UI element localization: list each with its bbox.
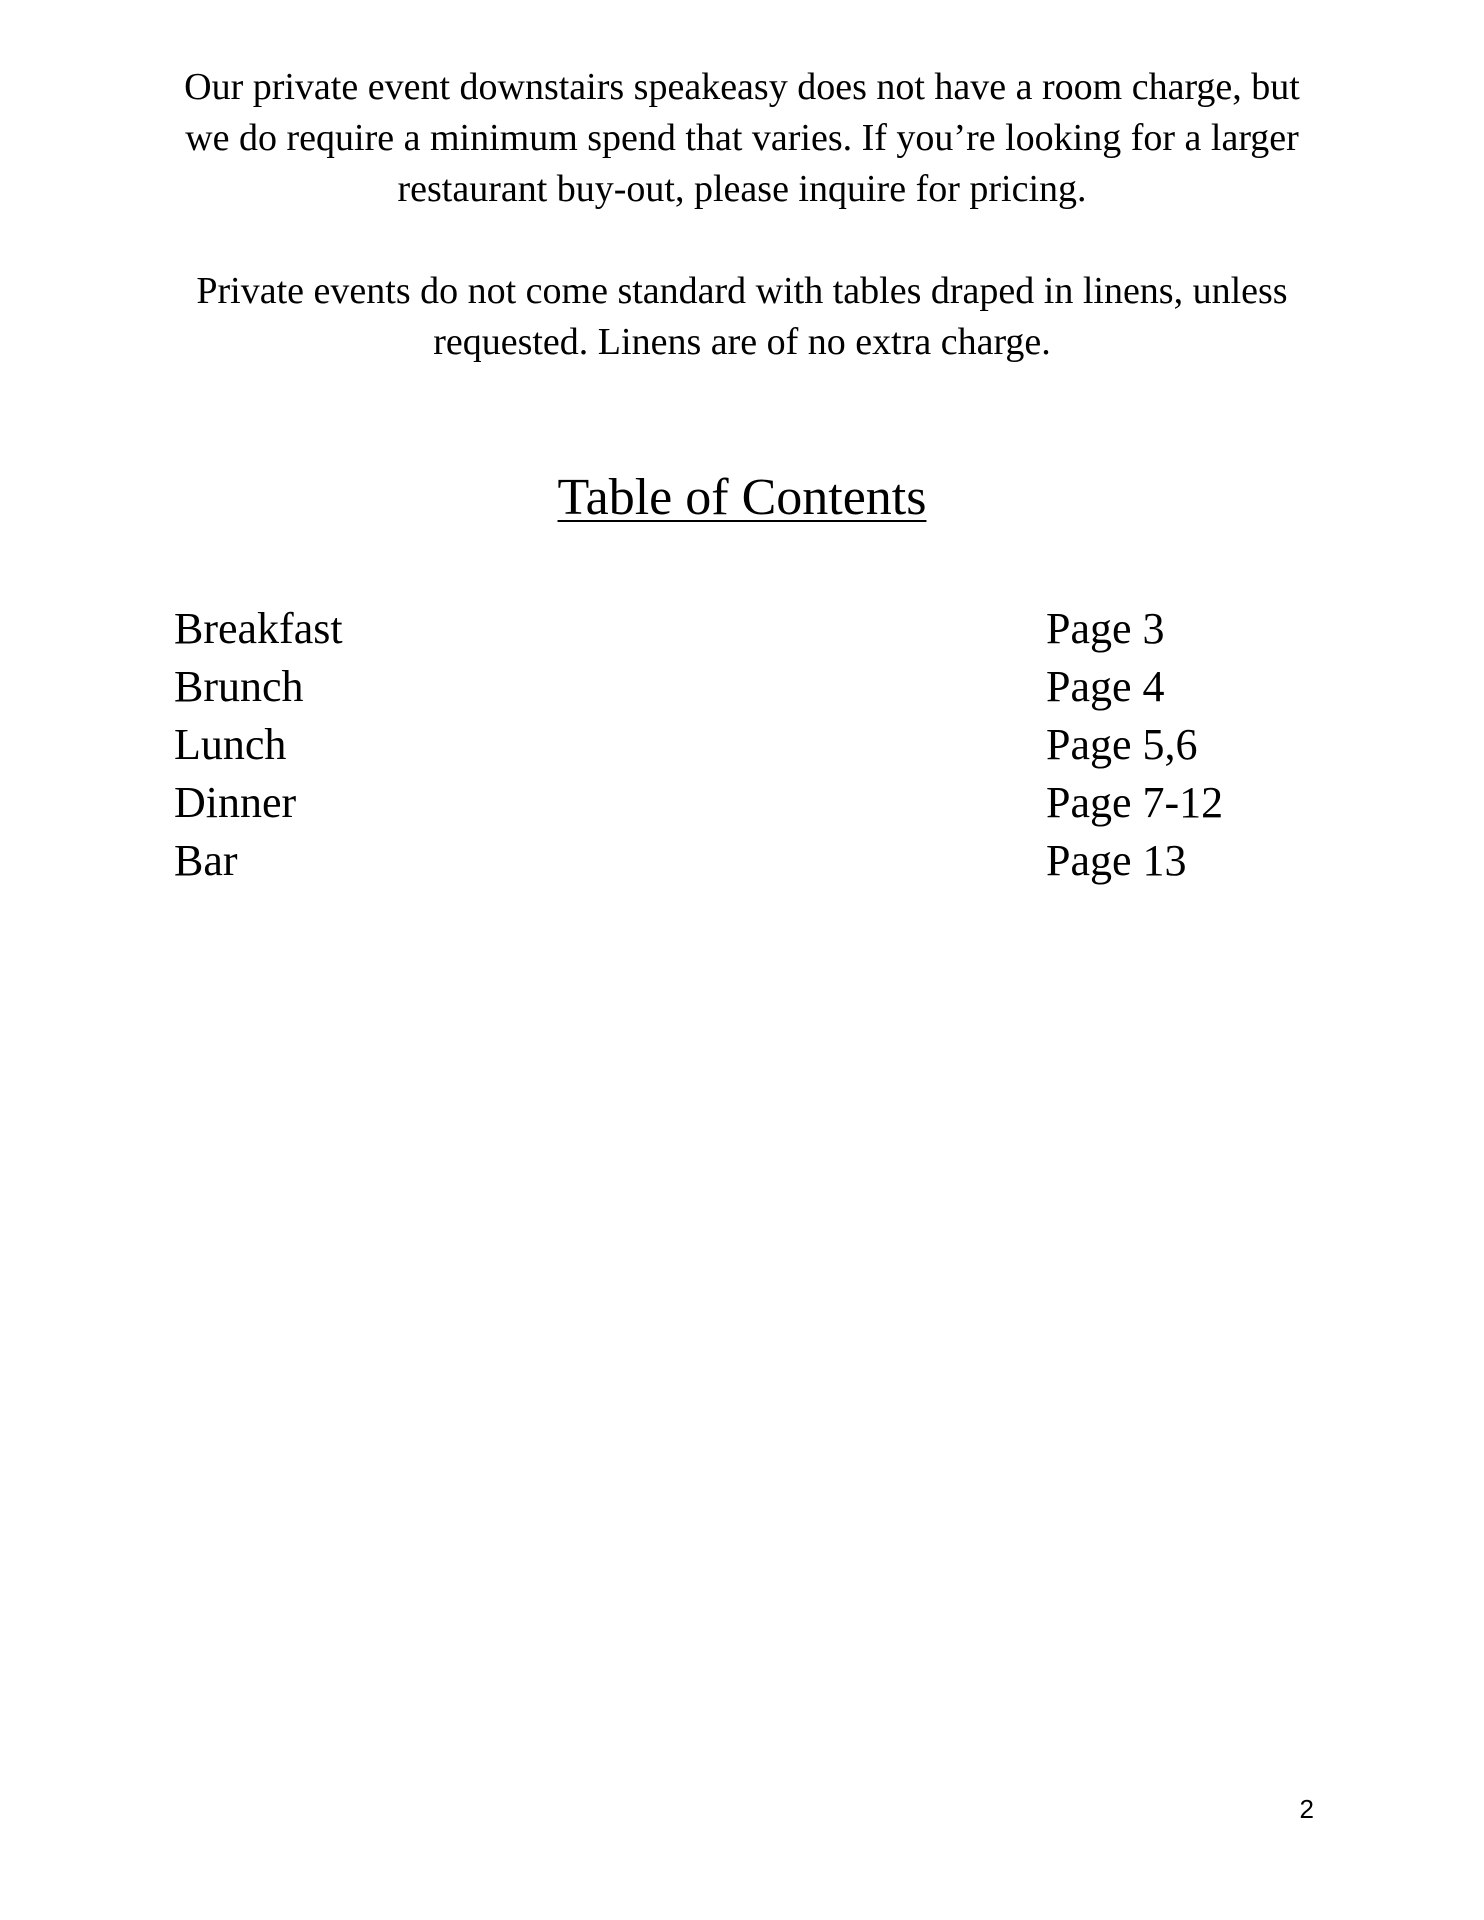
toc-item-label: Breakfast (174, 604, 343, 653)
toc-item-page: Page 13 (1046, 836, 1187, 885)
toc-item-lunch (174, 716, 1324, 774)
intro-paragraph-room-charge: Our private event downstairs speakeasy does not have a room charge, but we do require a minimum spend that varies. If you’re looking for a larger restaurant buy-out, please inquire for pricing. (184, 66, 1300, 210)
toc-item-label: Bar (174, 836, 238, 885)
toc-item-label: Lunch (174, 720, 287, 769)
toc-item-page: Page 5,6 (1046, 720, 1198, 769)
toc-item-brunch (174, 658, 1324, 716)
toc-item-page: Page 7-12 (1046, 778, 1224, 827)
toc-item-label: Dinner (174, 778, 297, 827)
toc-item-page: Page 4 (1046, 662, 1165, 711)
table-of-contents-title: Table of Contents (557, 469, 927, 526)
toc-item-dinner (174, 774, 1324, 832)
table-of-contents-list (174, 600, 1324, 890)
intro-paragraph-linens: Private events do not come standard with tables draped in linens, unless requested. Linens are of no extra charge. (196, 270, 1288, 363)
toc-item-bar (174, 832, 1324, 890)
toc-item-label: Brunch (174, 662, 304, 711)
toc-item-page: Page 3 (1046, 604, 1165, 653)
toc-item-breakfast (174, 600, 1324, 658)
page-number: 2 (1299, 1794, 1314, 1824)
